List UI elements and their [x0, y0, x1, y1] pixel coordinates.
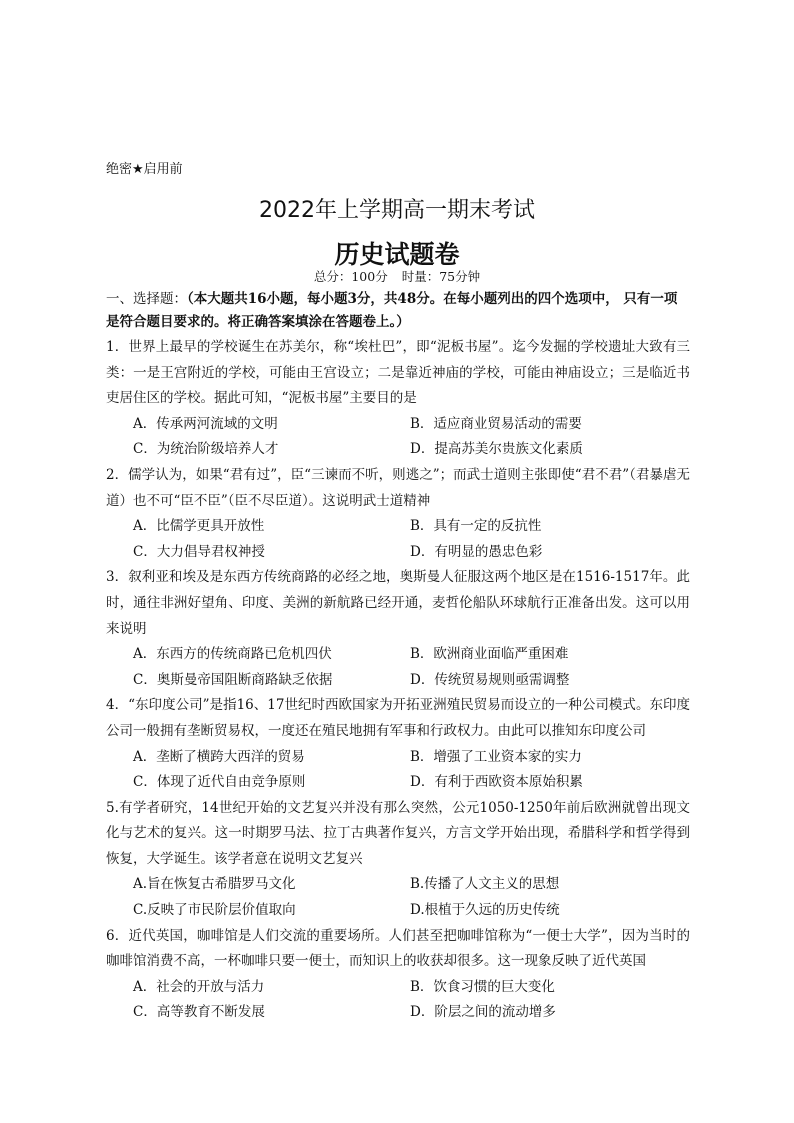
question-list — [106, 335, 690, 1026]
question-6 — [106, 924, 690, 1026]
question-stem: 2．儒学认为，如果“君有过”，臣“三谏而不听，则逃之”；而武士道则主张即使“君不君”（君暴虐无道）也不可“臣不臣”（臣不尽臣道）。这说明武士道精神 — [106, 466, 690, 509]
option-a: A．东西方的传统商路已危机四伏 — [133, 646, 332, 663]
question-stem: 4．“东印度公司”是指16、17世纪时西欧国家为开拓亚洲殖民贸易而设立的一种公司模式。东印度公司一般拥有垄断贸易权，一度还在殖民地拥有军事和行政权力。由此可以推知东印度公司 — [106, 697, 690, 739]
option-d: D．有利于西欧资本原始积累 — [410, 774, 583, 791]
question-options — [106, 745, 690, 796]
question-stem: 6．近代英国，咖啡馆是人们交流的重要场所。人们甚至把咖啡馆称为“一便士大学”，因为当时的咖啡馆消费不高，一杯咖啡只要一便士，而知识上的收获却很多。这一现象反映了近代英国 — [106, 927, 690, 970]
question-options — [106, 975, 690, 1026]
question-options — [106, 872, 690, 923]
option-b: B．增强了工业资本家的实力 — [410, 748, 582, 765]
option-a: A.旨在恢复古希腊罗马文化 — [133, 876, 296, 893]
option-b: B．具有一定的反抗性 — [410, 518, 542, 535]
option-d: D．传统贸易规则亟需调整 — [410, 671, 570, 688]
section-instructions: （本大题共16小题，每小题3分，共48分。在每小题列出的四个选项中， 只有一项是符合题目要求的。将正确答案填涂在答题卷上。） — [106, 291, 678, 330]
option-b: B．饮食习惯的巨大变化 — [410, 978, 555, 995]
question-2 — [106, 463, 690, 565]
question-stem: 5.有学者研究，14世纪开始的文艺复兴并没有那么突然，公元1050-1250年前后欧洲就曾出现文化与艺术的复兴。这一时期罗马法、拉丁古典著作复兴，方言文学开始出现，希腊科学和哲学得到恢复，大学诞生。该学者意在说明文艺复兴 — [106, 799, 690, 867]
question-stem: 3．叙利亚和埃及是东西方传统商路的必经之地，奥斯曼人征服这两个地区是在1516-1517年。此时，通往非洲好望角、印度、美洲的新航路已经开通，麦哲伦船队环球航行正准备出发。这可以用来说明 — [106, 569, 690, 637]
option-a: A．比儒学更具开放性 — [133, 518, 265, 535]
section-heading — [106, 288, 690, 334]
question-4 — [106, 693, 690, 795]
exam-meta — [0, 267, 794, 285]
exam-title: 2022年上学期高一期末考试 — [259, 198, 535, 223]
option-a: A．社会的开放与活力 — [133, 978, 265, 995]
question-3 — [106, 565, 690, 693]
question-stem: 1．世界上最早的学校诞生在苏美尔，称“埃杜巴”，即“泥板书屋”。迄今发掘的学校遗址大致有三类：一是王宫附近的学校，可能由王宫设立；二是靠近神庙的学校，可能由神庙设立；三是临近书吏居住区的学校。据此可知，“泥板书屋”主要目的是 — [106, 339, 690, 407]
question-5 — [106, 796, 690, 924]
time-limit: 时量：75分钟 — [401, 269, 481, 284]
confidential-mark: 绝密★启用前 — [106, 162, 183, 177]
question-1 — [106, 335, 690, 463]
option-d: D.根植于久远的历史传统 — [410, 902, 560, 919]
option-b: B．适应商业贸易活动的需要 — [410, 415, 582, 432]
total-score: 总分：100分 — [313, 269, 388, 284]
question-options — [106, 642, 690, 693]
option-d: D．提高苏美尔贵族文化素质 — [410, 441, 583, 458]
option-b: B．欧洲商业面临严重困难 — [410, 646, 569, 663]
subject-title: 历史试题卷 — [334, 240, 460, 269]
option-c: C．大力倡导君权神授 — [133, 543, 265, 560]
question-options — [106, 412, 690, 463]
option-a: A．垄断了横跨大西洋的贸易 — [133, 748, 305, 765]
question-options — [106, 514, 690, 565]
option-c: C．体现了近代自由竞争原则 — [133, 774, 306, 791]
option-c: C．高等教育不断发展 — [133, 1004, 265, 1021]
option-c: C.反映了市民阶层价值取向 — [133, 902, 296, 919]
section-label: 一、选择题： — [106, 291, 187, 307]
option-d: D．有明显的愚忠色彩 — [410, 543, 543, 560]
option-b: B.传播了人文主义的思想 — [410, 876, 560, 893]
option-c: C．奥斯曼帝国阻断商路缺乏依据 — [133, 671, 333, 688]
option-c: C．为统治阶级培养人才 — [133, 441, 279, 458]
option-a: A．传承两河流域的文明 — [133, 415, 278, 432]
option-d: D．阶层之间的流动增多 — [410, 1004, 556, 1021]
